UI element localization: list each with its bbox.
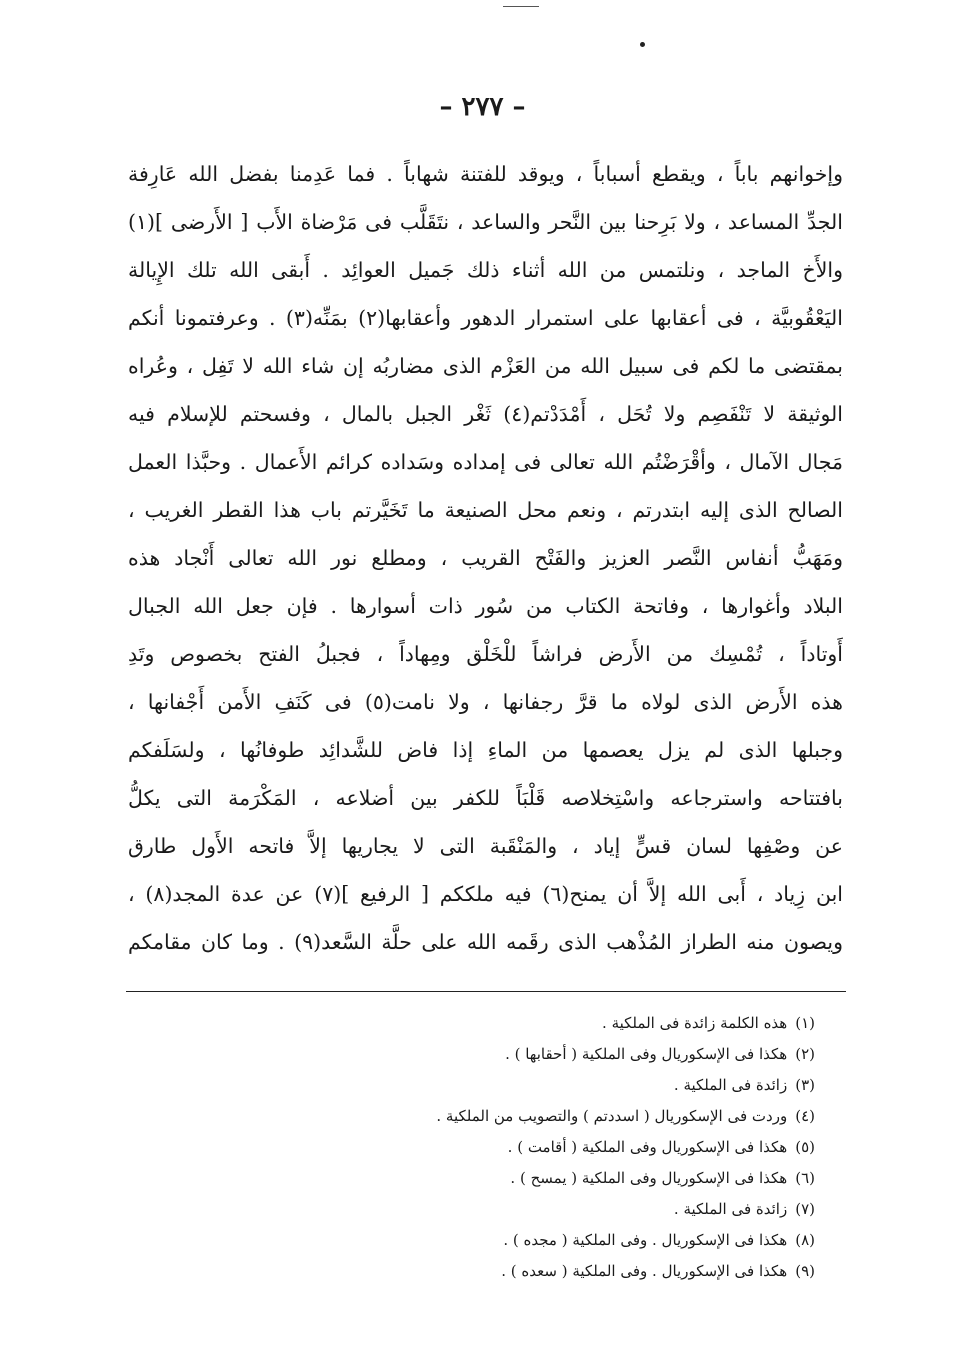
body-line: الجدِّ المساعد ، ولا بَرِحنا بين النَّحر والساعد ، نتَقَلَّب فى مَرْضاة الأَب [ الأَرضى ](١): [128, 210, 843, 234]
footnote: [255, 1194, 815, 1225]
footnote-text: زائدة فى الملكية .: [673, 1076, 788, 1094]
body-line: بمقتضى ما لكم فى سبيل الله من العَزْم الذى مضاربُه إن شاء الله لا تَفِل ، وعُراه: [128, 354, 843, 378]
footnote-number: (٩): [795, 1262, 815, 1280]
body-line: وجبلها الذى لم يزل يعصمها من الماءِ إذا فاض للشَّدائِد طوفانُها ، ولسَلَفكم: [128, 738, 843, 762]
footnote-number: (٥): [795, 1138, 815, 1156]
body-line: الصالح الذى إليه ابتدرتم ، ونعم محل الصنيعة ما تَخَيَّرتم باب هذا القطر الغريب ،: [128, 498, 843, 522]
body-line: أَوتاداً ، تُمْسِك من الأَرض فراشاً للْخَلْق ومِهاداً ، فجبلُ الفتح بخصوص وتَدِ: [128, 642, 843, 666]
footnote: [255, 1039, 815, 1070]
footnote-text: هذه الكلمة زائدة فى الملكية .: [602, 1014, 788, 1032]
footnote: [255, 1008, 815, 1039]
footnote-number: (١): [795, 1014, 815, 1032]
footnote-number: (٤): [795, 1107, 815, 1125]
footnote: [255, 1070, 815, 1101]
footnote-number: (٨): [795, 1231, 815, 1249]
footnote-number: (٣): [795, 1076, 815, 1094]
footnote: [255, 1225, 815, 1256]
footnote-text: زائدة فى الملكية .: [673, 1200, 788, 1218]
footnote-separator: [126, 991, 846, 992]
body-line: الوثيقة لا تَنْفَصِم ولا تُحَل ، أَمْدَدْتم(٤) ثَغْر الجبل بالمال ، وفسحتم للإسلام فيه: [128, 402, 843, 426]
footnote-text: هكذا فى الإسكوريال وفى الملكية ( أقامت ) .: [507, 1138, 788, 1156]
page-number: – ٢٧٧ –: [439, 92, 526, 122]
footnote-text: هكذا فى الإسكوريال وفى الملكية ( يمسح ) .: [510, 1169, 788, 1187]
print-dot: [640, 42, 645, 47]
footnote-text: هكذا فى الإسكوريال . وفى الملكية ( سعده ) .: [501, 1262, 788, 1280]
footnote-number: (٦): [795, 1169, 815, 1187]
footnotes: [255, 1008, 815, 1287]
footnote-number: (٢): [795, 1045, 815, 1063]
top-rule: [503, 6, 539, 7]
body-line: ابن زِياد ، أَبى الله إلاَّ أن يمنح(٦) فيه ملككم [ الرفيع ](٧) عن عدة المجد(٨) ،: [128, 882, 843, 906]
footnote: [255, 1132, 815, 1163]
body-line: ويصون منه الطراز المُذْهب الذى رقَمه الله على حلَّة السَّعد(٩) . وما كان مقامكم: [128, 930, 843, 954]
body-line: هذه الأَرض الذى لولاه ما قرَّ رجفانها ، ولا نامت(٥) فى كَنَفِ الأَمن أَجْفانها ،: [128, 690, 843, 714]
body-line: بافتتاحه واسترجاعه واسْتِخلاصه قَلْبَاً للكفر بين أضلاعه ، المَكْرَمة التى يكلُّ: [128, 786, 843, 810]
body-line: ومَهَبُّ أنفاس النَّصر العزيز والفَتْح القريب ، ومطلع نور الله تعالى أَنْجاد هذه: [128, 546, 843, 570]
body-line: مَجال الآمال ، وأقْرَضْتُم الله تعالى فى إمداده وسَداده كرائم الأَعمال . وحبَّذا العمل: [128, 450, 843, 474]
body-line: اليَعْقُوبيَّة ، فى أعقابها على استمرار الدهور وأعقابها(٢) بمَنِّه(٣) . وعرفتمونا أنكم: [128, 306, 843, 330]
footnote: [255, 1101, 815, 1132]
body-line: عن وصْفِها لسان قسٍّ إياد ، والمَنْقَبة التى لا يجاريها إلاَّ فاتحه الأَول طارق: [128, 834, 843, 858]
footnote-text: هكذا فى الإسكوريال وفى الملكية ( أحقابها ) .: [505, 1045, 788, 1063]
body-text: [128, 150, 843, 966]
body-line: والأَخ الماجد ، ونلتمس من الله أثناء ذلك جَميل العوائِد . أَبقى الله تلك الإِيالة: [128, 258, 843, 282]
footnote: [255, 1163, 815, 1194]
body-line: وإخوانهم باباً ، ويقطع أسباباً ، ويوقد للفتنة شهاباً . فما عَدِمنا بفضل الله عَارِفة: [128, 162, 843, 186]
footnote-text: وردت فى الإسكوريال ( اسددتم ) والتصويب من الملكية .: [436, 1107, 788, 1125]
footnote-text: هكذا فى الإسكوريال . وفى الملكية ( مجده ) .: [503, 1231, 788, 1249]
body-line: البلاد وأغوارها ، وفاتحة الكتاب من سُور ذات أسوارها . فإن جعل الله الجبال: [128, 594, 843, 618]
footnote: [255, 1256, 815, 1287]
footnote-number: (٧): [795, 1200, 815, 1218]
